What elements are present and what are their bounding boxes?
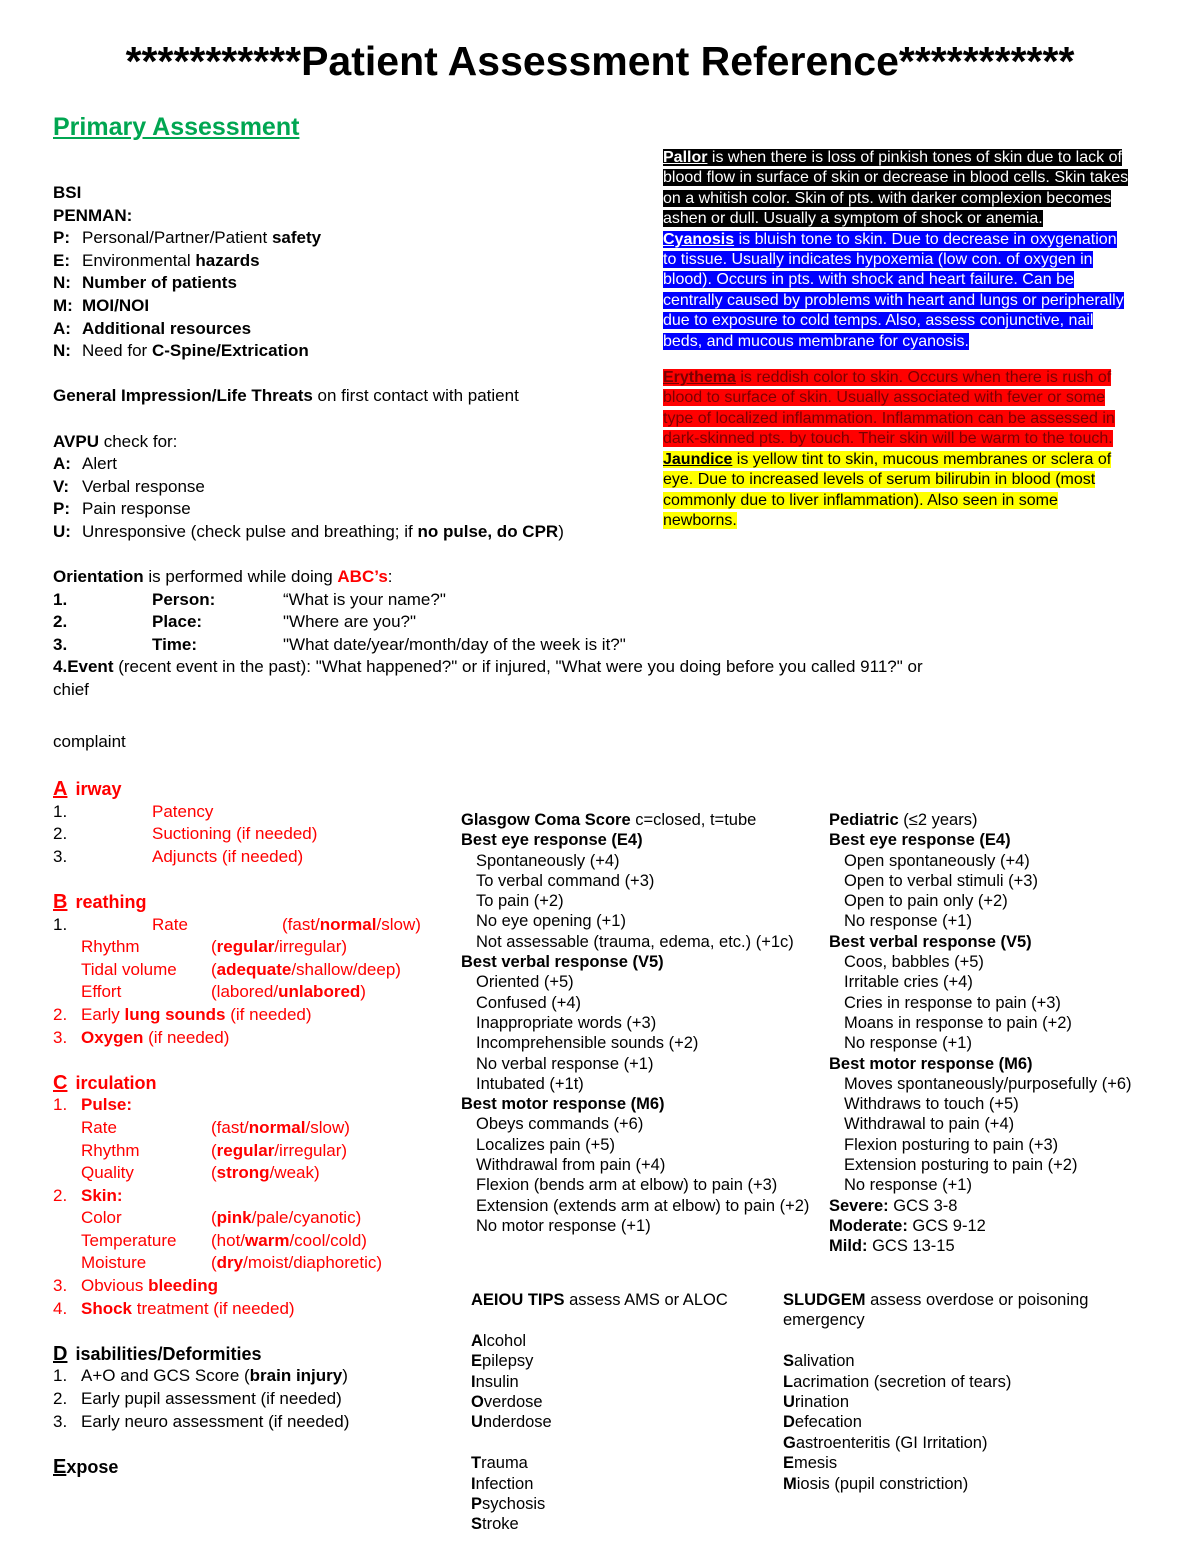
gcs-item: No motor response (+1) (476, 1216, 651, 1235)
skin-row: Color (pink/pale/cyanotic) (81, 1208, 362, 1228)
gcs-severity: Mild: GCS 13-15 (829, 1237, 955, 1256)
page-title: ***********Patient Assessment Reference*********** (125, 38, 1075, 84)
pediatric-title: Pediatric (≤2 years) (829, 811, 978, 829)
circulation-bleeding: 3. Obvious bleeding (53, 1276, 218, 1296)
aeiou-tips (471, 1290, 771, 1535)
gcs-item: Withdraws to touch (+5) (844, 1095, 1019, 1114)
aeiou-title: AEIOU TIPS assess AMS or ALOC (471, 1291, 728, 1309)
cyanosis-note: Cyanosis is bluish tone to skin. Due to decrease in oxygenation to tissue. Usually indicates hypoxemia (low con. of oxygen in blood). Occurs in pts. with shock and heart failure. Can be centrally caused by problems with heart and lungs or peripherally due to exposure to cold temps. Also, assess conjunctive, nail beds, and mucous membrane for cyanosis. (663, 230, 1124, 350)
penman-item: N: Number of patients (53, 273, 237, 293)
gcs-severity: Moderate: GCS 9-12 (829, 1216, 986, 1235)
airway-item: 1. Patency (53, 801, 214, 821)
gcs-item: Coos, babbles (+5) (844, 953, 984, 972)
penman-item: E: Environmental hazards (53, 250, 260, 270)
airway-item: 2. Suctioning (if needed) (53, 824, 318, 844)
sludgem-item: Miosis (pupil constriction) (783, 1474, 969, 1493)
gcs-item: To verbal command (+3) (476, 871, 655, 890)
penman-item: P: Personal/Partner/Patient safety (53, 228, 322, 248)
gcs-item: Oriented (+5) (476, 973, 574, 992)
gcs-item: Localizes pain (+5) (476, 1135, 615, 1154)
gcs-item: Flexion (bends arm at elbow) to pain (+3) (476, 1176, 778, 1195)
disabilities-item: 2. Early pupil assessment (if needed) (53, 1389, 342, 1409)
breathing-row: Tidal volume (adequate/shallow/deep) (81, 959, 401, 979)
gcs-item: Extension (extends arm at elbow) to pain (+2) (476, 1196, 810, 1215)
aeiou-item: Underdose (471, 1413, 552, 1432)
aeiou-item: Psychosis (471, 1495, 546, 1514)
breathing-rate: 1. Rate (fast/normal/slow) (53, 914, 421, 934)
circulation-shock: 4. Shock treatment (if needed) (53, 1298, 295, 1318)
gcs-item: Cries in response to pain (+3) (844, 993, 1061, 1012)
circulation-pulse: 1. Pulse: (53, 1095, 133, 1115)
gcs-section-heading: Best verbal response (V5) (461, 953, 664, 972)
gcs-item: Obeys commands (+6) (476, 1115, 644, 1134)
penman-item: M: MOI/NOI (53, 295, 150, 315)
skin-color-notes (663, 148, 1133, 531)
gcs-section-heading: Best motor response (M6) (829, 1054, 1033, 1073)
aeiou-item: Trauma (471, 1454, 528, 1473)
penman-item: A: Additional resources (53, 318, 252, 338)
avpu-item: V: Verbal response (53, 476, 205, 496)
gcs-item: Flexion posturing to pain (+3) (844, 1135, 1059, 1154)
pulse-row: Rhythm (regular/irregular) (81, 1140, 348, 1160)
bsi-label: BSI (53, 183, 82, 202)
expose-heading: Expose (53, 1455, 119, 1478)
skin-row: Temperature (hot/warm/cool/cold) (81, 1230, 367, 1250)
pulse-row: Rate (fast/normal/slow) (81, 1117, 350, 1137)
penman-label: PENMAN: (53, 205, 133, 225)
gcs-item: Extension posturing to pain (+2) (844, 1156, 1078, 1175)
glasgow-coma-score (461, 810, 831, 1236)
gcs-item: No verbal response (+1) (476, 1054, 654, 1073)
sludgem-title-cont: emergency (783, 1311, 865, 1330)
gcs-severity: Severe: GCS 3-8 (829, 1196, 958, 1215)
airway-list (53, 801, 453, 869)
gcs-title: Glasgow Coma Score c=closed, t=tube (461, 811, 757, 829)
gcs-item: Incomprehensible sounds (+2) (476, 1034, 699, 1053)
avpu-label: AVPU check for: (53, 431, 178, 451)
sludgem-item: Gastroenteritis (GI Irritation) (783, 1433, 988, 1452)
primary-assessment-heading: Primary Assessment (53, 113, 300, 141)
sludgem-item: Urination (783, 1393, 850, 1412)
circulation-heading: C irculation (53, 1071, 157, 1094)
gcs-item: Open to pain only (+2) (844, 892, 1008, 911)
sludgem-item: Lacrimation (secretion of tears) (783, 1372, 1012, 1391)
gcs-item: Withdrawal from pain (+4) (476, 1156, 666, 1175)
orientation-list (53, 589, 653, 657)
gcs-item: Not assessable (trauma, edema, etc.) (+1c) (476, 932, 794, 951)
aeiou-item: Insulin (471, 1372, 519, 1391)
avpu-item: P: Pain response (53, 499, 191, 519)
disabilities-list (53, 1365, 453, 1433)
gcs-item: Spontaneously (+4) (476, 851, 620, 870)
gcs-item: No eye opening (+1) (476, 912, 626, 931)
avpu-item: U: Unresponsive (check pulse and breathing; if no pulse, do CPR) (53, 521, 564, 541)
gcs-item: No response (+1) (844, 1034, 972, 1053)
disabilities-item: 3. Early neuro assessment (if needed) (53, 1411, 350, 1431)
general-impression: General Impression/Life Threats on first contact with patient (53, 386, 519, 406)
gcs-item: No response (+1) (844, 1176, 972, 1195)
skin-rows (53, 1207, 453, 1275)
gcs-item: Open spontaneously (+4) (844, 851, 1030, 870)
avpu-item: A: Alert (53, 454, 117, 474)
aeiou-item: Alcohol (471, 1331, 527, 1350)
orientation-item: 1. Person: “What is your name?" (53, 589, 446, 609)
penman-list (53, 227, 653, 363)
circulation-skin: 2. Skin: (53, 1185, 123, 1205)
breathing-oxygen: 3. Oxygen (if needed) (53, 1027, 230, 1047)
orientation-label: Orientation is performed while doing ABC’s: (53, 567, 393, 587)
sludgem-item: Salivation (783, 1352, 855, 1371)
gcs-item: Confused (+4) (476, 993, 582, 1012)
airway-item: 3. Adjuncts (if needed) (53, 846, 304, 866)
breathing-row: Rhythm (regular/irregular) (81, 937, 348, 957)
gcs-item: Irritable cries (+4) (844, 973, 973, 992)
breathing-lung-sounds: 2. Early lung sounds (if needed) (53, 1004, 312, 1024)
breathing-rows (53, 936, 453, 1004)
skin-row: Moisture (dry/moist/diaphoretic) (81, 1253, 383, 1273)
penman-item: N: Need for C-Spine/Extrication (53, 341, 309, 361)
aeiou-item: Stroke (471, 1515, 519, 1534)
gcs-section-heading: Best motor response (M6) (461, 1095, 665, 1114)
abcde-section (53, 778, 453, 1478)
gcs-item: Inappropriate words (+3) (476, 1013, 657, 1032)
gcs-item: Intubated (+1t) (476, 1074, 584, 1093)
pulse-row: Quality (strong/weak) (81, 1163, 320, 1183)
jaundice-note: Jaundice is yellow tint to skin, mucous membranes or sclera of eye. Due to increased levels of serum bilirubin in blood (most commonly due to liver inflammation). Also seen in some newborns. (663, 450, 1112, 529)
sludgem-title: SLUDGEM assess overdose or poisoning (783, 1291, 1089, 1309)
gcs-section-heading: Best eye response (E4) (829, 831, 1011, 850)
orientation-event-cont2: complaint (53, 732, 126, 752)
breathing-row: Effort (labored/unlabored) (81, 982, 366, 1002)
gcs-item: Open to verbal stimuli (+3) (844, 871, 1038, 890)
aeiou-item: Infection (471, 1474, 534, 1493)
gcs-item: To pain (+2) (476, 892, 564, 911)
gcs-section-heading: Best eye response (E4) (461, 831, 643, 850)
pulse-rows (53, 1117, 453, 1185)
orientation-event: 4. Event (recent event in the past): "What happened?" or if injured, "What were you doing before you called 911?" or (53, 657, 923, 677)
orientation-item: 3. Time: "What date/year/month/day of the week is it?" (53, 634, 626, 654)
breathing-heading: B reathing (53, 890, 147, 913)
orientation-event-cont: chief (53, 680, 89, 700)
disabilities-heading: D isabilities/Deformities (53, 1342, 262, 1365)
sludgem-item: Emesis (783, 1454, 838, 1473)
pediatric-gcs (829, 810, 1169, 1257)
airway-heading: A irway (53, 778, 122, 800)
gcs-item: Moves spontaneously/purposefully (+6) (844, 1074, 1132, 1093)
aeiou-item: Epilepsy (471, 1352, 534, 1371)
pallor-note: Pallor is when there is loss of pinkish tones of skin due to lack of blood flow in surface of skin or decrease in blood cells. Skin takes on a whitish color. Skin of pts. with darker complexion becomes ashen or dull. Usually a symptom of shock or anemia. (663, 149, 1129, 228)
orientation-item: 2. Place: "Where are you?" (53, 612, 417, 632)
gcs-section-heading: Best verbal response (V5) (829, 932, 1032, 951)
gcs-item: Withdrawal to pain (+4) (844, 1115, 1015, 1134)
sludgem (783, 1290, 1143, 1494)
gcs-item: Moans in response to pain (+2) (844, 1013, 1072, 1032)
erythema-note: Erythema is reddish color to skin. Occurs when there is rush of blood to surface of skin. Usually associated with fever or some type of localized inflammation. Inflammation can be assessed in dark-skinned pts. by touch. Their skin will be warm to the touch. (663, 369, 1115, 448)
sludgem-item: Defecation (783, 1413, 862, 1432)
aeiou-item: Overdose (471, 1393, 543, 1412)
disabilities-item: 1. A+O and GCS Score (brain injury) (53, 1366, 348, 1386)
avpu-list (53, 453, 653, 543)
gcs-item: No response (+1) (844, 912, 972, 931)
